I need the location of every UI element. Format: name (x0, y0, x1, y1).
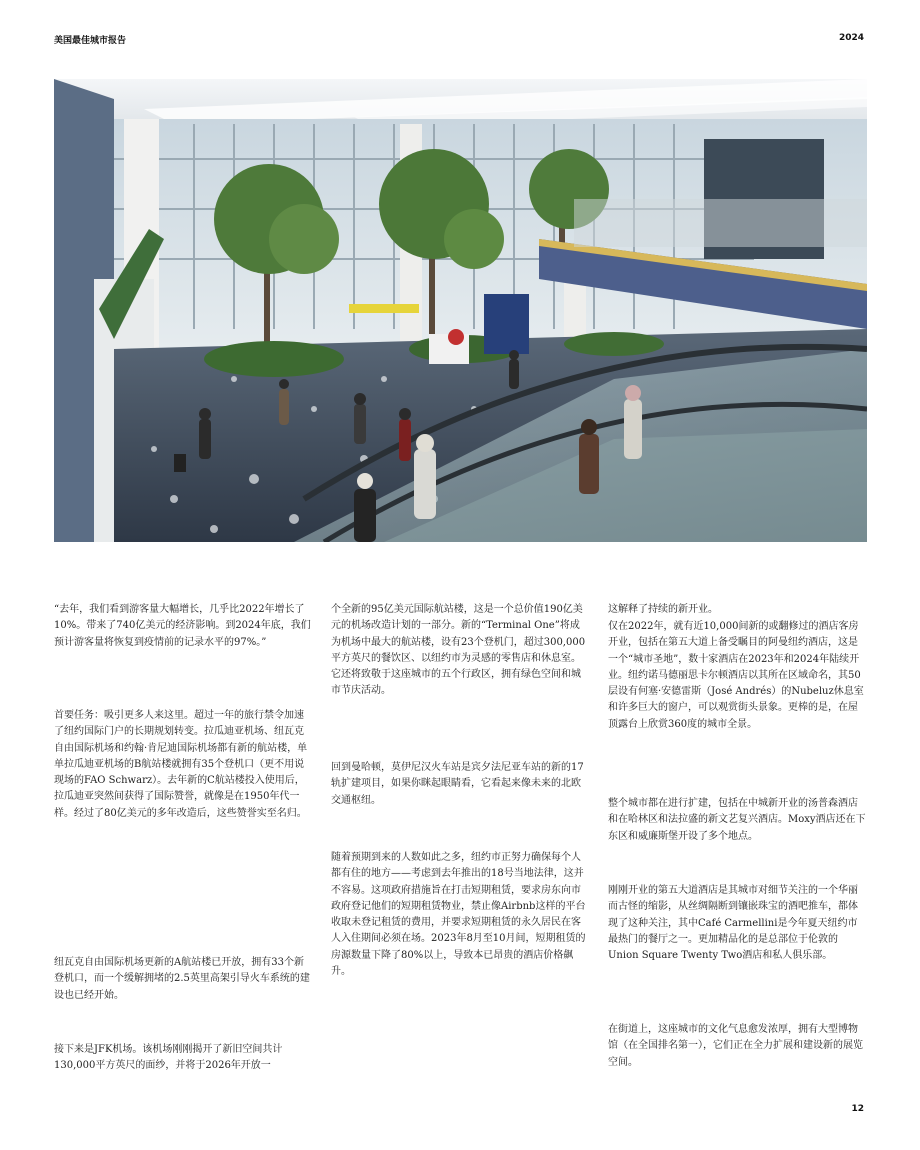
paragraph: “去年，我们看到游客量大幅增长，几乎比2022年增长了10%。带来了740亿美元的经济影响。到2024年底，我们预计游客量将恢复到疫情前的记录水平的97%。” (54, 604, 311, 648)
paragraph: 随着预期到来的人数如此之多，纽约市正努力确保每个人都有住的地方——考虑到去年推出的18号当地法律，这并不容易。这项政府措施旨在打击短期租赁，要求房东向市政府登记他们的短期租赁物业，禁止像Airbnb这样的平台收取未登记租赁的费用，并要求短期租赁的永久居民在客人入住期间必须在场。2023年8月至10月间，短期租赁的房源数量下降了80%以上，导致本已昂贵的酒店价格飙升。 (331, 852, 586, 978)
photo-illustration (54, 79, 867, 542)
paragraph: 刚刚开业的第五大道酒店是其城市对细节关注的一个华丽而古怪的缩影，从丝绸隔断到镶嵌珠宝的酒吧推车，都体现了这种关注，其中Café Carmellini是今年夏天纽约市最热门的餐厅之一。更加精品化的是总部位于伦敦的Union Square Twenty Two酒店和私人俱乐部。 (608, 885, 858, 962)
page-number: 12 (851, 1104, 864, 1114)
report-title: 美国最佳城市报告 (54, 36, 127, 46)
paragraph: 纽瓦克自由国际机场更新的A航站楼已开放，拥有33个新登机口，而一个缓解拥堵的2.5英里高架引导火车系统的建设也已经开始。 (54, 957, 310, 1001)
paragraph: 仅在2022年，就有近10,000间新的或翻修过的酒店客房开业，包括在第五大道上备受瞩目的阿曼纽约酒店，这是一个“城市圣地”，数十家酒店在2023年和2024年陆续开业。纽约诺马德丽思卡尔顿酒店以其所在区域命名，其50层设有何塞·安德雷斯（José Andrés）的Nubeluz休息室和许多巨大的窗户，可以观赏街头景象。更棒的是，在屋顶露台上欣赏360度的城市全景。 (608, 621, 864, 730)
paragraph: 个全新的95亿美元国际航站楼，这是一个总价值190亿美元的机场改造计划的一部分。新的“Terminal One”将成为机场中最大的航站楼，设有23个登机门，超过300,000平方英尺的餐饮区、以纽约市为灵感的零售店和休息室。它还将致敬于这座城市的五个行政区，拥有绿色空间和城市节庆活动。 (331, 604, 586, 697)
airport-terminal-photo (54, 79, 867, 542)
paragraph: 回到曼哈顿，莫伊尼汉火车站是宾夕法尼亚车站的新的17轨扩建项目，如果你眯起眼睛看，它看起来像未来的北欧交通枢纽。 (331, 762, 584, 806)
paragraph: 整个城市都在进行扩建，包括在中城新开业的汤普森酒店和在哈林区和法拉盛的新文艺复兴酒店。Moxy酒店还在下东区和威廉斯堡开设了多个地点。 (608, 798, 866, 842)
paragraph: 这解释了持续的新开业。 (608, 604, 718, 615)
paragraph: 接下来是JFK机场。该机场刚刚揭开了新旧空间共计130,000平方英尺的面纱，并将于2026年开放一 (54, 1044, 283, 1072)
report-year: 2024 (838, 33, 864, 43)
paragraph: 在街道上，这座城市的文化气息愈发浓厚，拥有大型博物馆（在全国排名第一），它们正在全力扩展和建设新的展览空间。 (608, 1024, 863, 1068)
paragraph: 首要任务：吸引更多人来这里。超过一年的旅行禁令加速了纽约国际门户的长期规划转变。拉瓜迪亚机场、纽瓦克自由国际机场和约翰·肯尼迪国际机场都有新的航站楼，单单拉瓜迪亚机场的B航站楼就拥有35个登机口（更不用说现场的FAO Schwarz）。去年新的C航站楼投入使用后，拉瓜迪亚突然间获得了国际赞誉，就像是在1950年代一样。经过了80亿美元的多年改造后，这些赞誉实至名归。 (54, 710, 308, 819)
